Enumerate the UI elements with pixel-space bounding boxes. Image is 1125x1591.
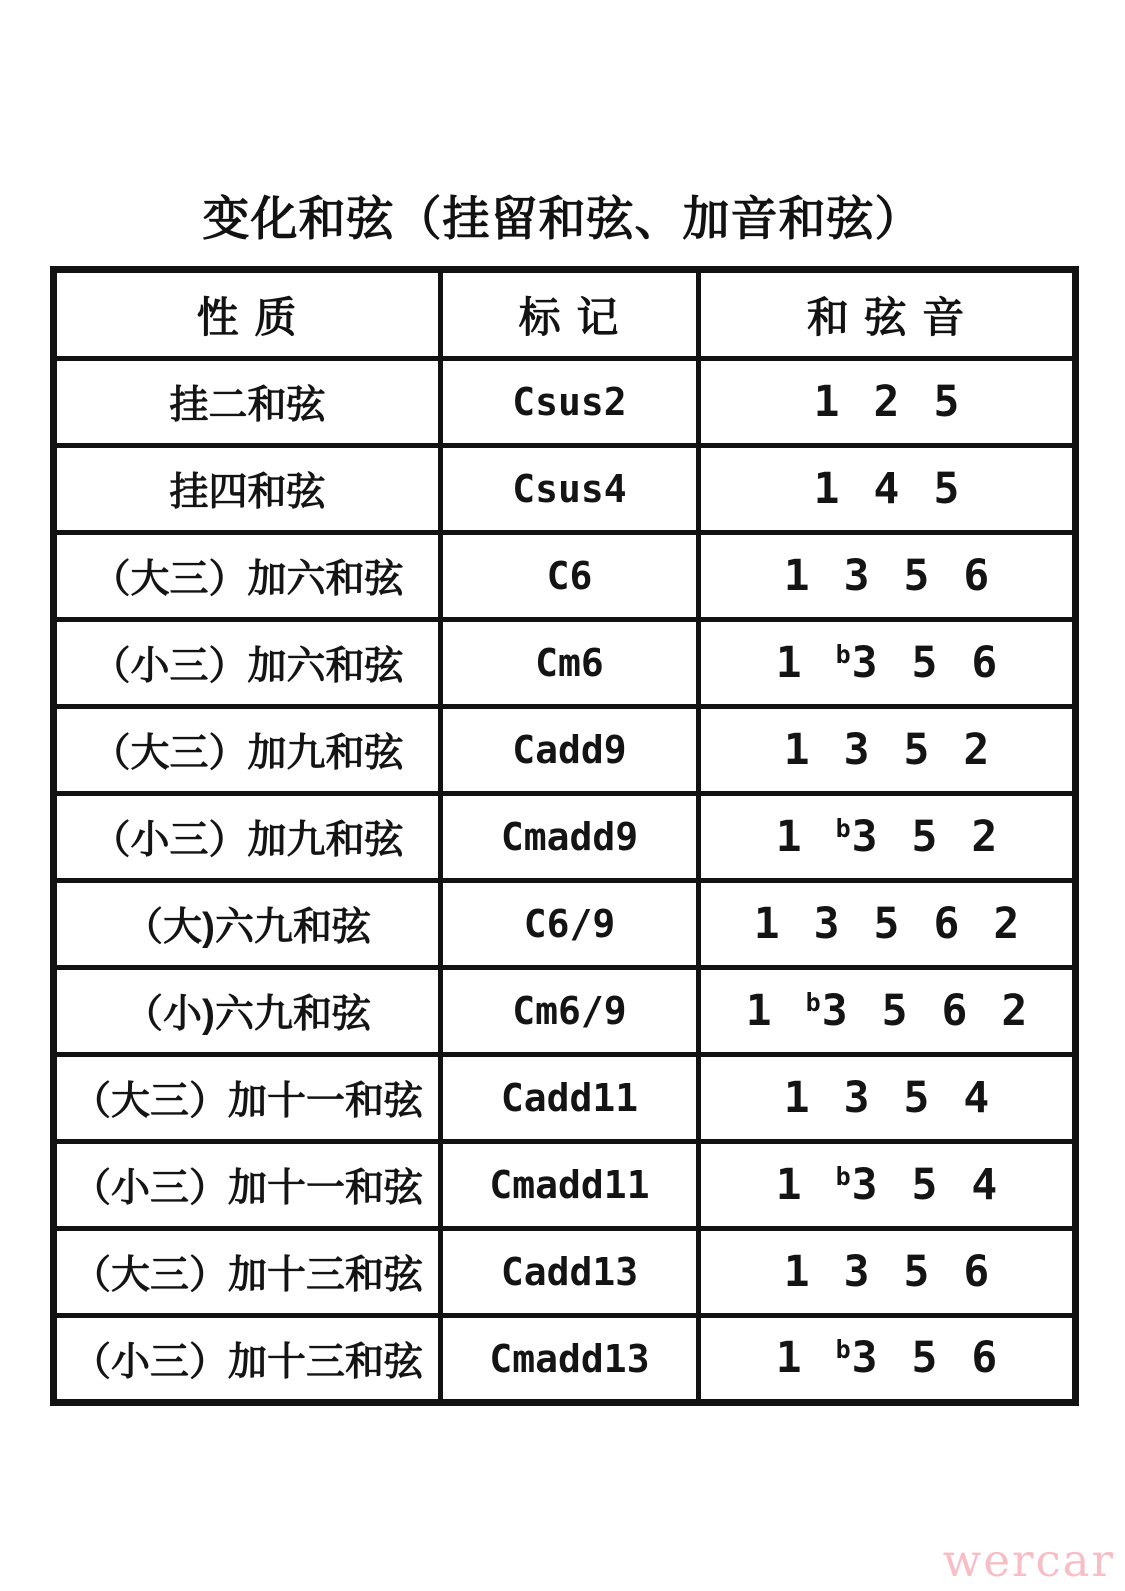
chord-symbol: Cm6 [441, 620, 699, 707]
column-header-symbol: 标 记 [441, 270, 699, 359]
tone-value: 3 [843, 550, 870, 601]
tone-value: 6 [971, 637, 998, 688]
chord-symbol: Cmadd11 [441, 1142, 699, 1229]
chord-table [50, 266, 1079, 1406]
chord-symbol: Cm6/9 [441, 968, 699, 1055]
tones-group [775, 1159, 998, 1210]
chord-tones [699, 446, 1076, 533]
tones-group [775, 637, 998, 688]
chord-tones [699, 1229, 1076, 1316]
tone-value: 1 [783, 724, 810, 775]
chord-row [54, 881, 1076, 968]
tone-value: b3 [835, 1159, 878, 1210]
tone-value: 5 [903, 724, 930, 775]
flat-sign: b [835, 1161, 851, 1191]
chord-quality: （大)六九和弦 [54, 881, 441, 968]
tone-value: 6 [963, 550, 990, 601]
chord-quality: （大三）加九和弦 [54, 707, 441, 794]
chord-row [54, 794, 1076, 881]
tone-value: 1 [783, 1246, 810, 1297]
flat-sign: b [835, 639, 851, 669]
tone-value: 2 [873, 376, 900, 427]
tone-value: 1 [745, 985, 772, 1036]
tone-value: 1 [813, 463, 840, 514]
chord-row [54, 446, 1076, 533]
chord-tones [699, 1142, 1076, 1229]
tone-value: 4 [971, 1159, 998, 1210]
tone-value: 3 [843, 1072, 870, 1123]
chord-tones [699, 968, 1076, 1055]
tone-value: 4 [873, 463, 900, 514]
tone-value: 2 [971, 811, 998, 862]
flat-sign: b [835, 813, 851, 843]
chord-row [54, 1055, 1076, 1142]
tones-group [783, 1246, 990, 1297]
chord-quality: 挂二和弦 [54, 359, 441, 446]
tone-value: b3 [835, 811, 878, 862]
tones-group [745, 985, 1028, 1036]
tones-group [753, 898, 1020, 949]
tone-value: 5 [911, 811, 938, 862]
tone-value: 5 [933, 463, 960, 514]
tones-group [783, 1072, 990, 1123]
chord-row [54, 968, 1076, 1055]
chord-symbol: Cmadd13 [441, 1316, 699, 1403]
tone-value: 4 [963, 1072, 990, 1123]
tone-value: b3 [835, 1333, 878, 1383]
chord-row [54, 1316, 1076, 1403]
chord-tones [699, 881, 1076, 968]
tone-value: 1 [753, 898, 780, 949]
tone-value: 1 [783, 1072, 810, 1123]
column-header-tones: 和 弦 音 [699, 270, 1076, 359]
chord-tones [699, 707, 1076, 794]
chord-symbol: Cadd9 [441, 707, 699, 794]
chord-quality: 挂四和弦 [54, 446, 441, 533]
chord-quality: （小三）加十一和弦 [54, 1142, 441, 1229]
chord-symbol: C6/9 [441, 881, 699, 968]
chord-tones [699, 1316, 1076, 1403]
tone-value: 5 [933, 376, 960, 427]
tone-value: 1 [783, 550, 810, 601]
tone-value: 2 [1001, 985, 1028, 1036]
page-title: 变化和弦（挂留和弦、加音和弦） [202, 192, 923, 245]
header-row [54, 270, 1076, 359]
chord-quality: （小三）加六和弦 [54, 620, 441, 707]
tone-value: b3 [805, 985, 848, 1036]
tone-value: 5 [903, 1072, 930, 1123]
tone-value: 2 [963, 724, 990, 775]
chord-tones [699, 794, 1076, 881]
chord-row [54, 533, 1076, 620]
chord-symbol: Cadd13 [441, 1229, 699, 1316]
chord-row [54, 707, 1076, 794]
chord-tones [699, 620, 1076, 707]
tones-group [775, 1333, 998, 1383]
tones-group [775, 811, 998, 862]
tone-value: 1 [775, 637, 802, 688]
tone-value: 3 [813, 898, 840, 949]
tone-value: 2 [993, 898, 1020, 949]
chord-quality: （小三）加九和弦 [54, 794, 441, 881]
chord-tones [699, 359, 1076, 446]
tone-value: 5 [873, 898, 900, 949]
column-header-quality: 性 质 [54, 270, 441, 359]
tone-value: 5 [903, 550, 930, 601]
tone-value: 1 [775, 811, 802, 862]
tone-value: b3 [835, 637, 878, 688]
tones-group [813, 463, 960, 514]
chord-symbol: Cmadd9 [441, 794, 699, 881]
chord-row [54, 620, 1076, 707]
tone-value: 5 [911, 1159, 938, 1210]
tone-value: 5 [903, 1246, 930, 1297]
watermark: wercar [942, 1534, 1115, 1587]
tones-group [783, 724, 990, 775]
chord-quality: （大三）加十一和弦 [54, 1055, 441, 1142]
chord-quality: （小三）加十三和弦 [54, 1316, 441, 1403]
flat-sign: b [835, 1335, 851, 1364]
chord-row [54, 1229, 1076, 1316]
tone-value: 3 [843, 724, 870, 775]
chord-tones [699, 533, 1076, 620]
tone-value: 1 [775, 1333, 802, 1383]
chord-row [54, 359, 1076, 446]
chord-quality: （大三）加六和弦 [54, 533, 441, 620]
tone-value: 5 [911, 637, 938, 688]
tones-group [813, 376, 960, 427]
tone-value: 3 [843, 1246, 870, 1297]
tone-value: 5 [881, 985, 908, 1036]
chord-quality: （大三）加十三和弦 [54, 1229, 441, 1316]
chord-symbol: Csus2 [441, 359, 699, 446]
tone-value: 6 [941, 985, 968, 1036]
chord-tones [699, 1055, 1076, 1142]
chord-quality: （小)六九和弦 [54, 968, 441, 1055]
tone-value: 6 [971, 1333, 998, 1383]
table-body [54, 359, 1076, 1403]
chord-row [54, 1142, 1076, 1229]
chord-symbol: C6 [441, 533, 699, 620]
tone-value: 6 [963, 1246, 990, 1297]
tone-value: 6 [933, 898, 960, 949]
chord-symbol: Cadd11 [441, 1055, 699, 1142]
tone-value: 1 [813, 376, 840, 427]
flat-sign: b [805, 987, 821, 1017]
tone-value: 5 [911, 1333, 938, 1383]
tone-value: 1 [775, 1159, 802, 1210]
tones-group [783, 550, 990, 601]
chord-symbol: Csus4 [441, 446, 699, 533]
